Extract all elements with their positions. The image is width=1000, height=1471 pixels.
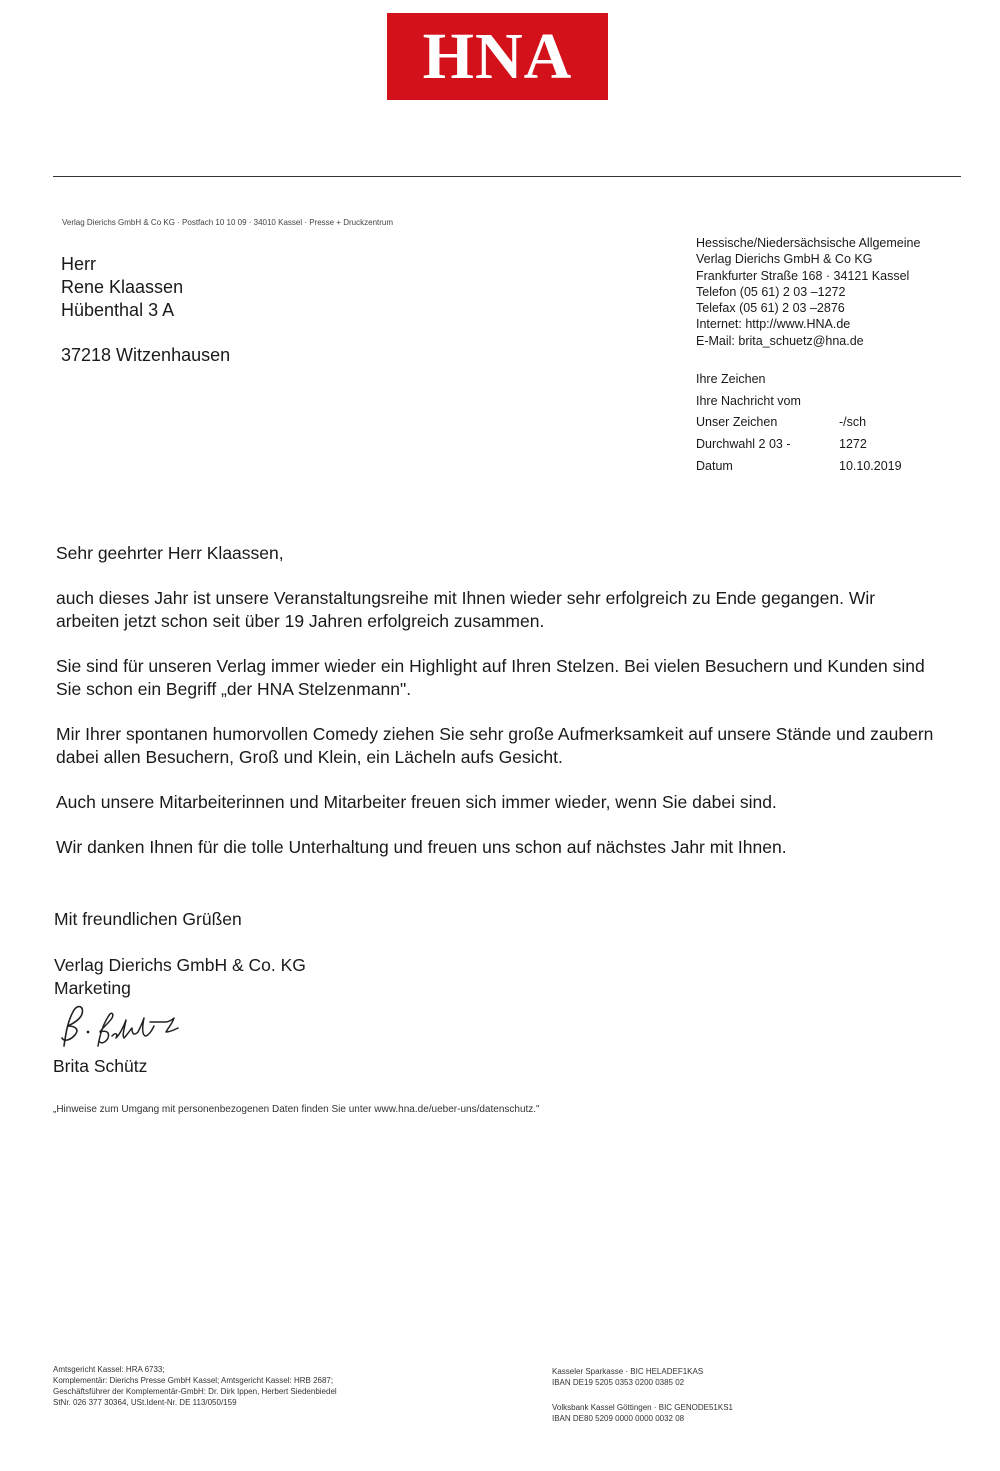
footer-bank-line: IBAN DE19 5205 0353 0200 0385 02 — [552, 1378, 685, 1387]
recipient-name: Rene Klaassen — [61, 277, 184, 297]
letter-paragraph: Wir danken Ihnen für die tolle Unterhaltung und freuen uns schon auf nächstes Jahr mit Ihnen. — [56, 837, 787, 857]
header-divider — [53, 176, 961, 177]
footer-line: Amtsgericht Kassel: HRA 6733; — [53, 1365, 165, 1374]
footer-legal-info — [53, 1364, 337, 1408]
company-line: Hessische/Niedersächsische Allgemeine — [696, 236, 921, 250]
hna-logo — [387, 13, 608, 100]
signer-name: Brita Schütz — [53, 1056, 148, 1076]
reference-label: Durchwahl 2 03 - — [696, 437, 791, 452]
company-line: Verlag Dierichs GmbH & Co KG — [696, 252, 873, 267]
company-website: Internet: http://www.HNA.de — [696, 317, 851, 332]
footer-bank-line: IBAN DE80 5209 0000 0000 0032 08 — [552, 1414, 685, 1423]
footer-bank-line: Kasseler Sparkasse · BIC HELADEF1KAS — [552, 1367, 704, 1376]
reference-row — [696, 368, 902, 390]
reference-label: Ihre Nachricht vom — [696, 393, 801, 408]
closing-department: Marketing — [54, 978, 131, 998]
reference-label: Unser Zeichen — [696, 415, 778, 430]
reference-value: -/sch — [839, 415, 867, 430]
recipient-address — [61, 253, 230, 367]
recipient-salutation: Herr — [61, 254, 96, 274]
reference-row — [696, 390, 902, 412]
footer-bank-info — [552, 1366, 733, 1424]
reference-block — [696, 368, 902, 477]
letter-greeting: Sehr geehrter Herr Klaassen, — [56, 543, 284, 563]
reference-row — [696, 412, 902, 434]
reference-value: 1272 — [839, 437, 867, 452]
letter-paragraph: Mir Ihrer spontanen humorvollen Comedy ziehen Sie sehr große Aufmerksamkeit auf unsere Stände und zaubern dabei allen Besuchern, Groß und Klein, ein Lächeln aufs Gesicht. — [56, 724, 934, 767]
closing-phrase: Mit freundlichen Grüßen — [54, 909, 242, 929]
hna-logo-text: HNA — [422, 19, 573, 93]
reference-label: Ihre Zeichen — [696, 371, 766, 386]
letter-paragraph: auch dieses Jahr ist unsere Veranstaltungsreihe mit Ihnen wieder sehr erfolgreich zu Ende gegangen. Wir arbeiten jetzt schon seit über 19 Jahren erfolgreich zusammen. — [56, 588, 876, 631]
handwritten-signature — [54, 1002, 189, 1056]
reference-value: 10.10.2019 — [839, 459, 902, 474]
recipient-city: 37218 Witzenhausen — [61, 345, 231, 365]
footer-bank-line: Volksbank Kassel Göttingen · BIC GENODE51KS1 — [552, 1403, 733, 1412]
recipient-street: Hübenthal 3 A — [61, 300, 175, 320]
reference-label: Datum — [696, 459, 733, 474]
privacy-note: „Hinweise zum Umgang mit personenbezogenen Daten finden Sie unter www.hna.de/ueber-uns/datenschutz." — [53, 1104, 540, 1115]
company-line: Frankfurter Straße 168 · 34121 Kassel — [696, 268, 910, 283]
closing-company: Verlag Dierichs GmbH & Co. KG — [54, 955, 306, 975]
footer-line: Komplementär: Dierichs Presse GmbH Kassel; Amtsgericht Kassel: HRB 2687; — [53, 1376, 334, 1385]
letter-paragraph: Auch unsere Mitarbeiterinnen und Mitarbeiter freuen sich immer wieder, wenn Sie dabei sind. — [56, 792, 777, 812]
company-phone: Telefon (05 61) 2 03 –1272 — [696, 284, 846, 299]
company-email: E-Mail: brita_schuetz@hna.de — [696, 333, 864, 348]
letter-body — [56, 542, 936, 881]
footer-line: Geschäftsführer der Komplementär-GmbH: Dr. Dirk Ippen, Herbert Siedenbiedel — [53, 1387, 337, 1396]
reference-row — [696, 455, 902, 477]
reference-row — [696, 433, 902, 455]
company-fax: Telefax (05 61) 2 03 –2876 — [696, 301, 845, 316]
company-contact-block — [696, 235, 920, 349]
footer-line: StNr. 026 377 30364, USt.Ident-Nr. DE 113/050/159 — [53, 1398, 237, 1407]
letter-paragraph: Sie sind für unseren Verlag immer wieder ein Highlight auf Ihren Stelzen. Bei vielen Besuchern und Kunden sind Sie schon ein Begriff „der HNA Stelzenmann". — [56, 656, 925, 699]
letter-closing — [54, 908, 306, 1000]
sender-return-address: Verlag Dierichs GmbH & Co KG · Postfach 10 10 09 · 34010 Kassel · Presse + Druckzentrum — [62, 218, 394, 227]
